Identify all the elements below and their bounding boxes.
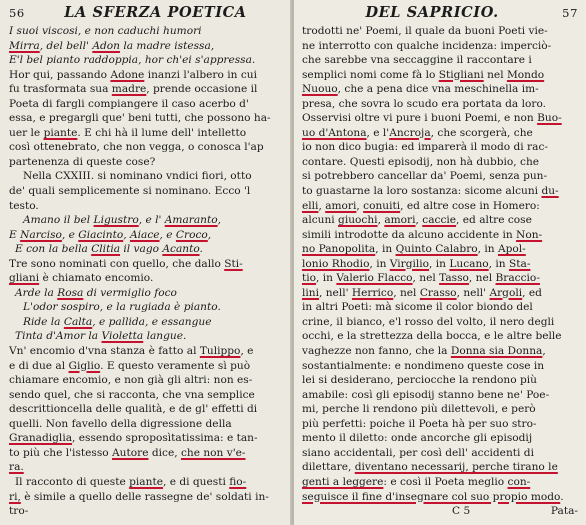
underlined-word: che non v'e- [180,446,246,459]
underlined-word: Adon [92,39,120,52]
left-text-line: e di due al Giglio. E questo veramente sì può [9,359,251,372]
signature-mark: C 5 [452,505,471,518]
underlined-word: Ancroja [389,126,431,139]
left-text-line: L'odor sospiro, e la rugiada è pianto. [23,301,221,314]
right-text-line: alcuni giuochi, amori, caccie, ed altre cose [302,214,532,227]
right-text-line: simili introdotte da alcuno accidente in Non- [302,228,543,241]
left-text-line: E'l bel pianto raddoppia, hor ch'ei s'appressa. [9,54,256,67]
underlined-word: diventano necessarij, perche tirano le [354,461,558,474]
left-text-line: fu trasformata sua madre, prende occasione il [9,83,258,96]
underlined-word: lonio Rhodio [302,257,370,270]
right-text-line: to guastarne la loro sostanza: sicome alcuni du- [302,185,559,198]
underlined-word: Violetta [101,330,144,343]
left-text-line: partenenza di queste cose? [9,155,156,168]
underlined-word: gliani [9,272,40,285]
right-text-line: vaghezze non fanno, che la Donna sia Donna, [302,345,546,358]
underlined-word: Narciso [20,228,62,241]
left-page-number: 56 [9,6,25,20]
left-text-line: ri, è simile a quello delle rassegne de' soldati in- [9,490,269,503]
underlined-word: Crasso [419,286,457,299]
right-text-line: contare. Questi episodij, non hà dubbio, che [302,155,540,168]
right-text-line: io non dico bugia: ed imparerà il modo di rac- [302,141,548,154]
underlined-word: tio [302,272,317,285]
right-text-line: dilettare, diventano necessarij, perche tirano le [302,461,558,474]
left-text-line: Amano il bel Ligustro, e l' Amaranto, [23,214,221,227]
underlined-word: Acanto [162,243,200,256]
left-text-line: così ottenebrato, che non vegga, o conosca l'ap [9,141,264,154]
left-text-line: I suoi viscosi, e non caduchi humori [9,25,202,37]
underlined-word: Clitia [91,243,121,256]
underlined-word: Croco [175,228,208,241]
right-text-line: sostantialmente: e nondimeno queste cose in [302,359,545,372]
left-text-line: Nella CXXIII. si nominano vndici fiori, otto [23,170,252,183]
left-text-line: Il racconto di queste piante, e di questi fio- [15,475,247,488]
left-text-line [9,460,286,475]
underlined-word: Autore [112,446,149,459]
left-text-line: Poeta di fargli compiangere il caso acerbo d' [9,97,249,110]
right-page-number: 57 [562,6,578,20]
underlined-word: ri, [9,490,21,503]
left-text-line: Tre sono nominati con quello, che dallo Sti- [9,257,243,270]
right-text-line: uo d'Antona, e l'Ancroja, che scorgerà, che [302,126,533,139]
underlined-word: seguisce il fine d'insegnare col suo propio modo [302,490,561,503]
left-text-line: Arde la Rosa di vermiglio foco [15,286,177,299]
underlined-word: conuiti [363,199,401,212]
right-text-line: si potrebbero cancellar da' Poemi, senza pun- [302,170,548,183]
underlined-word: Amaranto [164,214,218,227]
right-text-line: occhi, e la strettezza della bocca, e le altre belle [302,330,562,343]
left-text-line: de' quali semplicemente si nominano. Ecco 'l [9,185,251,198]
left-text-line: Ride la Calta, e pallida, e essangue [23,315,212,328]
right-text-line: lini, nell' Herrico, nel Crasso, nell' Argoli, ed [302,286,542,299]
underlined-word: Mondo [506,68,545,81]
underlined-word: Calta [63,315,93,328]
underlined-word: con- [507,475,531,488]
right-text-line: Nuouo, che a pena dice vna meschinella im- [302,83,539,96]
underlined-word: amori [325,199,357,212]
underlined-word: Granadiglia [9,432,73,445]
right-text-line: semplici nomi come fà lo Stigliani nel Mondo [302,68,545,81]
left-text-line: E Narciso, e Giacinto, Aiace, e Croco, [9,228,212,241]
right-text-line: seguisce il fine d'insegnare col suo propio modo. [302,490,564,503]
left-text-line: sendo quel, che si racconta, che vna semplice [9,388,255,401]
right-text-line: tio, in Valerio Flacco, nel Tasso, nel Braccio- [302,272,540,285]
underlined-word: Giacinto [78,228,124,241]
underlined-word: caccie [422,214,457,227]
left-text-line: Vn' encomio d'vna stanza è fatto al Tulippo, e [9,345,254,358]
left-text-line: chiamare encomio, e non già gli altri: non es- [9,374,253,387]
underlined-word: Sti- [224,257,243,270]
underlined-word: Virgilio [389,257,430,270]
left-text-line: tro- [9,505,29,518]
left-page [0,0,292,525]
right-text-line: amabile: così gli episodij stanno bene ne' Poe- [302,388,550,401]
left-text-line: uer le piante. E chi hà il lume dell' intelletto [9,126,247,139]
right-running-head [302,4,578,24]
left-text-line: descrittioncella delle qualità, e de gl' effetti di [9,403,258,416]
underlined-word: uo d'Antona [302,126,367,139]
underlined-word: Buo- [537,112,562,125]
underlined-word: madre [111,83,147,96]
underlined-word: ra. [9,461,24,474]
right-text-line: lei si desiderano, perciocche la rendono più [302,374,537,387]
underlined-word: Donna sia Donna [450,345,543,358]
left-text-line: Granadiglia, essendo sproposìtatissima: e tan- [9,432,258,445]
right-text-line: genti a leggere: e così il Poeta meglio con- [302,475,531,488]
underlined-word: amori [384,214,416,227]
right-page-text [302,24,578,504]
right-page-title: DEL SAPRICIO. [365,4,499,21]
underlined-word: Ligustro [93,214,139,227]
underlined-word: Nuouo [302,83,338,96]
left-text-line: to più che l'istesso Autore dice, che non v'e- [9,446,246,459]
underlined-word: Non- [516,228,543,241]
underlined-word: Aiace [129,228,160,241]
left-text-line: Tinta d'Amor la Violetta langue. [15,330,187,343]
underlined-word: Apol- [497,243,526,256]
right-text-line: mi, perche li rendono più dilettevoli, e però [302,403,536,416]
left-page-title: LA SFERZA POETICA [64,4,247,21]
right-text-line: presa, che sovra lo scudo era portata da loro. [302,97,547,110]
right-text-line: crine, il bianco, e'l rosso del volto, il nero degli [302,315,555,328]
underlined-word: Adone [110,68,145,81]
left-text-line: Hor qui, passando Adone inanzi l'albero in cui [9,68,257,81]
underlined-word: Stigliani [438,68,484,81]
right-text-line: siano accidentali, per così dell' accidenti di [302,446,534,459]
underlined-word: Tasso [439,272,469,285]
left-text-line: testo. [9,199,39,212]
underlined-word: genti a leggere [302,475,384,488]
underlined-word: fio- [229,475,247,488]
right-text-line: trodotti ne' Poemi, il quale da buoni Poeti vie- [302,25,548,37]
left-running-head [9,4,286,24]
right-text-line: ne interrotto con qualche incidenza: imperciò- [302,39,552,52]
underlined-word: no Panopolita [302,243,376,256]
right-text-line: più perfetti: poiche il Poeta hà per suo stro- [302,417,537,430]
underlined-word: Quinto Calabro [395,243,478,256]
right-text-line: che sarebbe vna seccaggine il raccontare i [302,54,532,67]
underlined-word: Argoli [489,286,523,299]
left-text-line: E con la bella Clitia il vago Acanto. [15,243,203,256]
underlined-word: piante [43,126,78,139]
underlined-word: du- [541,185,559,198]
underlined-word: Giglio [68,359,101,372]
right-text-line: lonio Rhodio, in Virgilio, in Lucano, in Sta- [302,257,531,270]
underlined-word: Mirra [9,39,40,52]
catchword: Pata- [550,505,578,518]
left-page-text [9,24,286,519]
underlined-word: Rosa [57,286,84,299]
right-page [294,0,586,525]
underlined-word: Sta- [509,257,531,270]
underlined-word: elli [302,199,319,212]
underlined-word: Braccio- [495,272,540,285]
underlined-word: piante [129,475,163,488]
right-text-line: no Panopolita, in Quinto Calabro, in Apol- [302,243,526,256]
page-footer [302,504,578,518]
right-text-line: in altri Poeti: mà sicome il color biondo del [302,301,533,314]
underlined-word: Tulippo [199,345,241,358]
right-text-line: elli, amori, conuiti, ed altre cose in Homero: [302,199,540,212]
left-text-line: essa, e pregargli que' beni tutti, che possono ha- [9,112,271,125]
left-text-line: quelli. Non favello della digressione della [9,417,232,430]
underlined-word: Lucano [449,257,489,270]
underlined-word: Valerio Flacco [336,272,413,285]
left-text-line: Mirra, del bell' Adon la madre istessa, [9,39,215,52]
underlined-word: giuochi [338,214,378,227]
right-text-line: mento il diletto: onde ancorche gli episodij [302,432,533,445]
underlined-word: lini [302,286,319,299]
underlined-word: Herrico [351,286,394,299]
right-text-line: Osservisi oltre vi pure i buoni Poemi, e non Buo- [302,112,562,125]
left-text-line: gliani è chiamato encomio. [9,272,154,285]
